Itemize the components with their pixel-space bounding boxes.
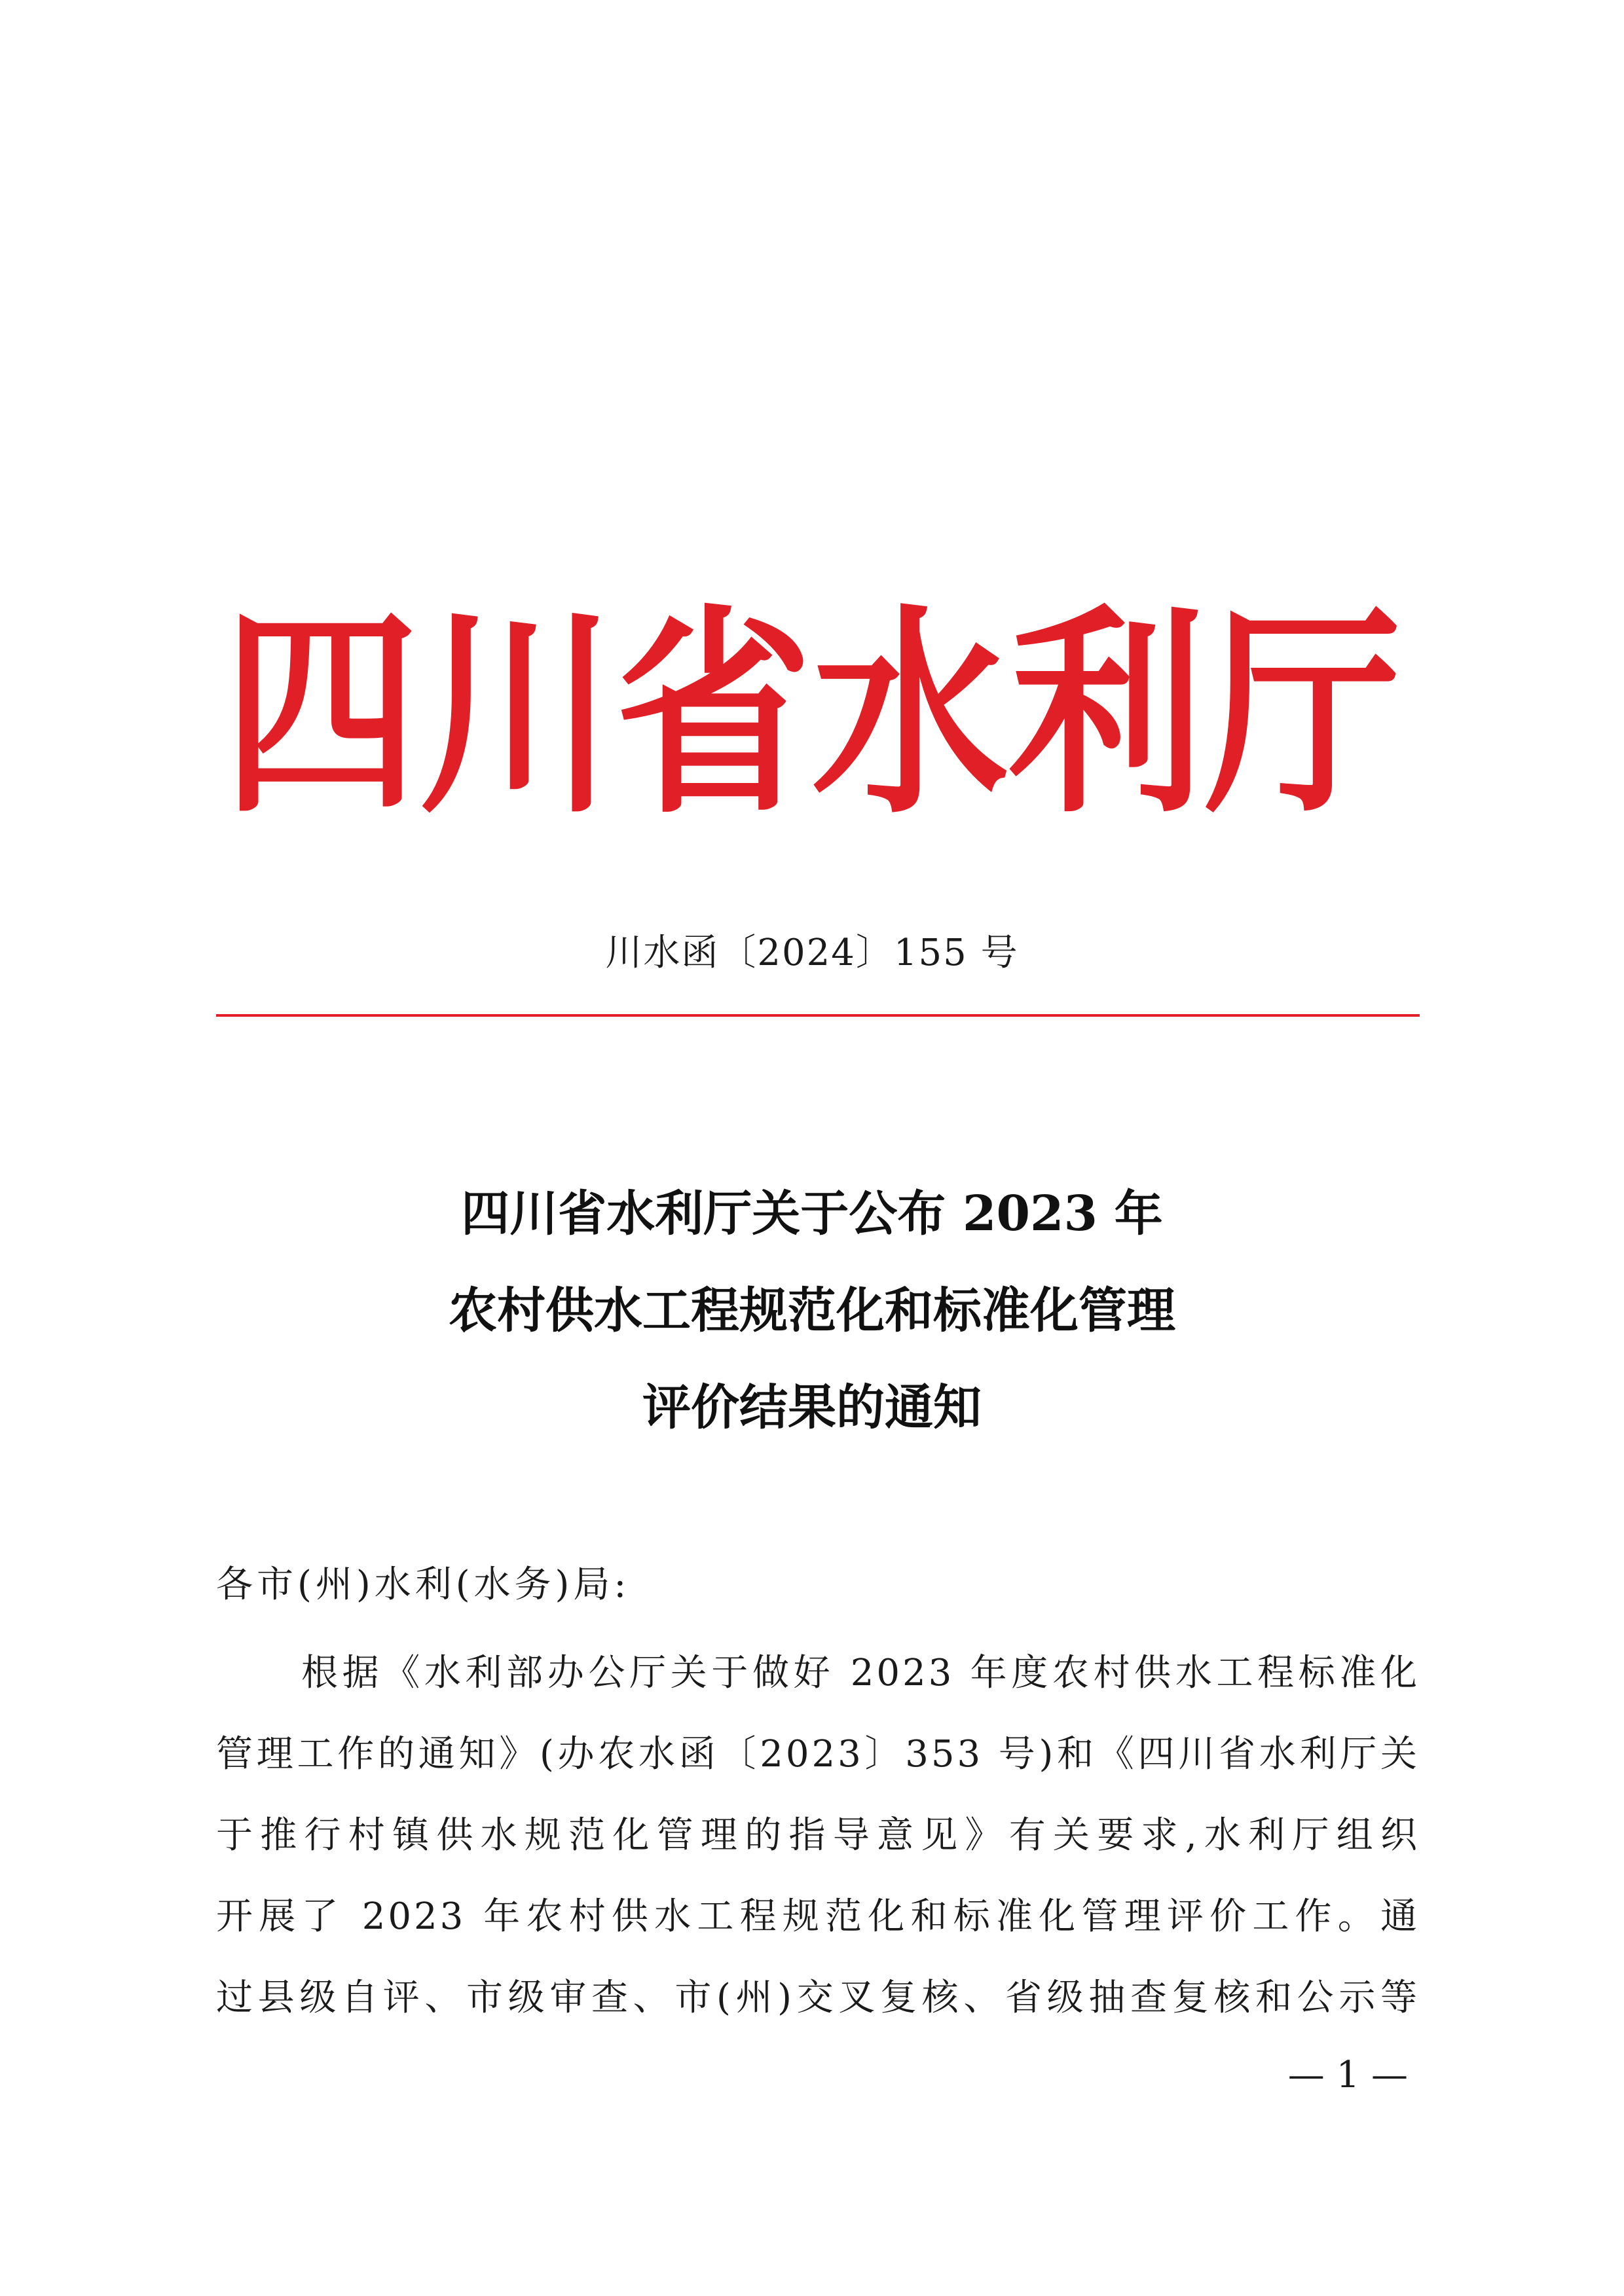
title-line: 四川省水利厅关于公布 2023 年	[461, 1186, 1163, 1242]
body-line: 管理工作的通知》(办农水函〔2023〕353 号)和《四川省水利厅关	[216, 1733, 1420, 1776]
body-line: 开展了 2023 年农村供水工程规范化和标准化管理评价工作。通	[216, 1895, 1420, 1938]
salutation: 各市(州)水利(水务)局:	[216, 1563, 631, 1606]
body-line: 于推行村镇供水规范化管理的指导意见》有关要求,水利厅组织	[216, 1814, 1420, 1857]
body-line: 根据《水利部办公厅关于做好 2023 年度农村供水工程标准化	[301, 1652, 1420, 1694]
body-line: 过县级自评、市级审查、市(州)交叉复核、省级抽查复核和公示等	[216, 1977, 1420, 2019]
issuer-heading: 四川省水利厅	[223, 584, 1401, 843]
title-line: 农村供水工程规范化和标准化管理	[449, 1283, 1175, 1339]
document-number: 川水函〔2024〕155 号	[605, 932, 1019, 974]
title-line: 评价结果的通知	[642, 1379, 982, 1436]
body-paragraph	[216, 1633, 1420, 2039]
notice-title	[0, 1165, 1624, 1456]
page-number: — 1 —	[1287, 2054, 1408, 2096]
red-separator-rule	[216, 1014, 1420, 1017]
